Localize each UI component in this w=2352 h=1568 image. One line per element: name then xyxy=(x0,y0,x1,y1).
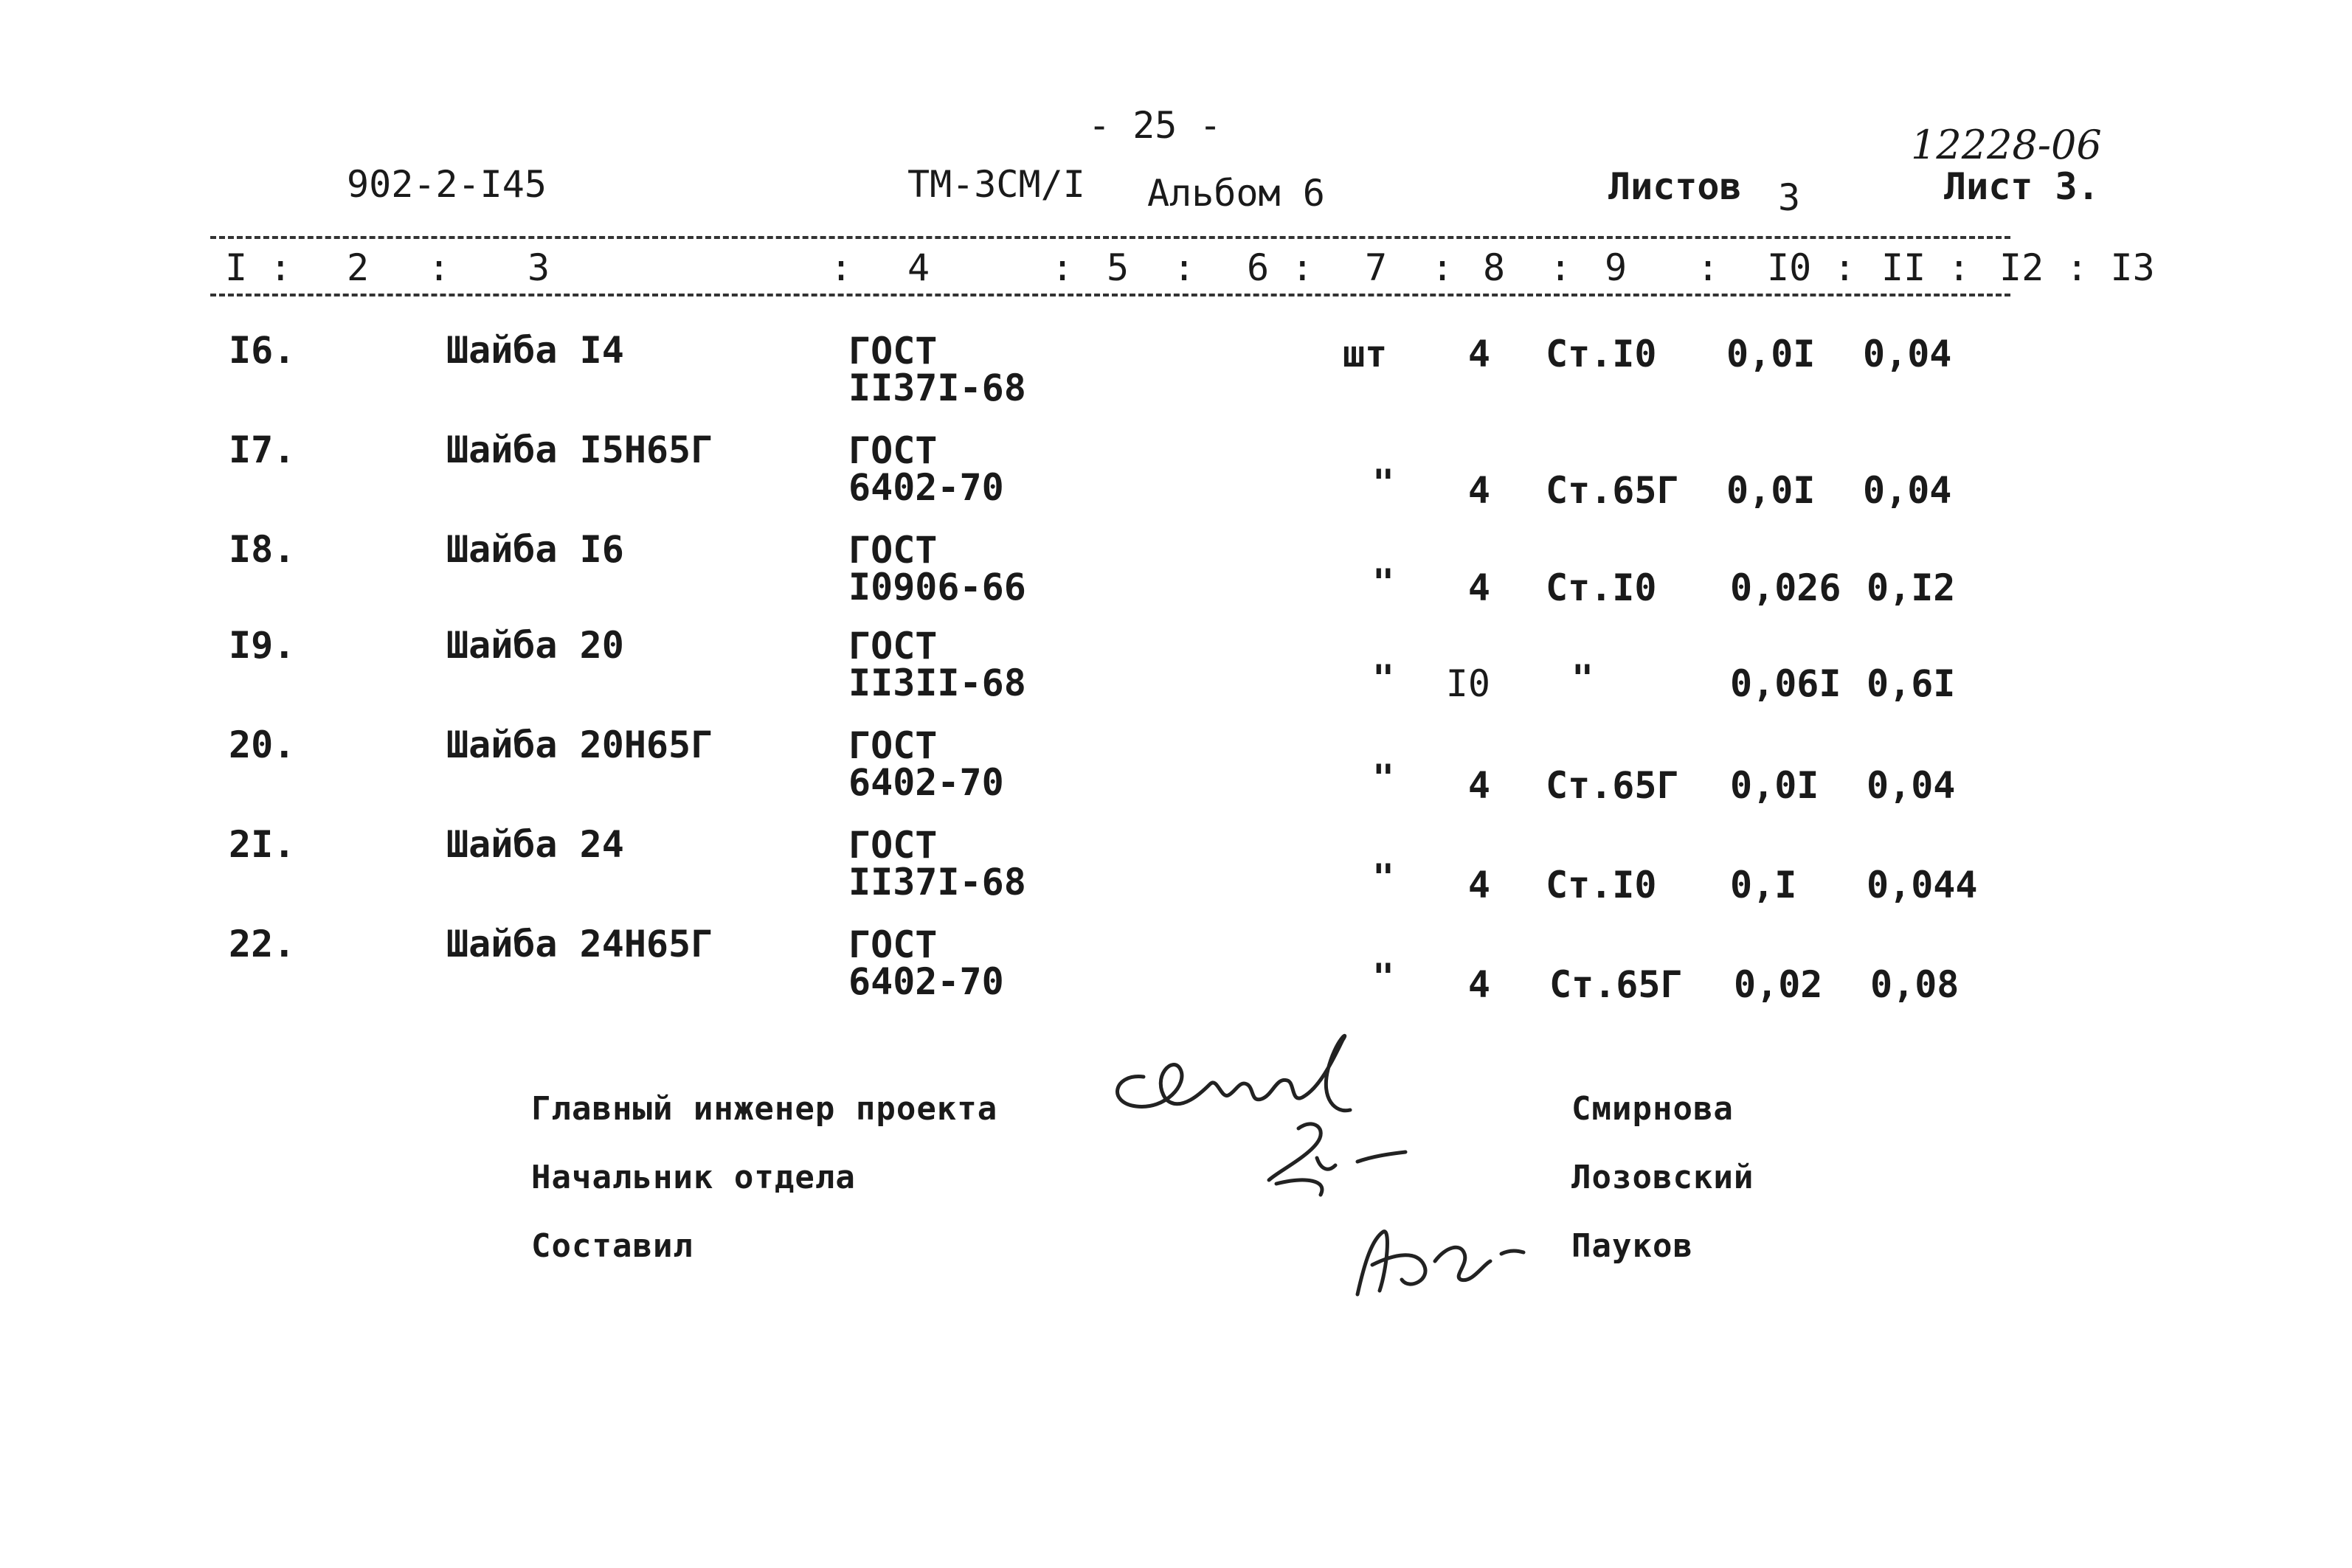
unit: шт xyxy=(1343,333,1388,375)
material: Ст.I0 xyxy=(1546,566,1657,609)
gost-number: 6402-70 xyxy=(848,466,1004,509)
unit-mass: 0,0I xyxy=(1726,333,1816,375)
item-name: Шайба 24 xyxy=(446,823,624,866)
column-header: 8 xyxy=(1483,246,1506,289)
handwritten-signature-3 xyxy=(1343,1210,1535,1313)
quantity: 4 xyxy=(1467,469,1490,512)
unit: " xyxy=(1372,856,1395,899)
gost-label: ГОСТ xyxy=(848,529,938,572)
gost-label: ГОСТ xyxy=(848,923,938,966)
column-header: I : xyxy=(225,246,292,289)
column-header: I2 : I3 xyxy=(1999,246,2155,289)
sheets-label: Листов xyxy=(1608,165,1742,208)
signature-name: Пауков xyxy=(1571,1227,1693,1265)
gost-label: ГОСТ xyxy=(848,429,938,472)
column-header: 7 xyxy=(1365,246,1388,289)
inventory-number: 12228-06 xyxy=(1911,122,2102,168)
row-number: I9. xyxy=(229,624,296,667)
gost-number: I0906-66 xyxy=(848,566,1026,608)
column-header: 4 xyxy=(907,246,930,289)
handwritten-signature-2 xyxy=(1247,1114,1439,1210)
item-name: Шайба 20 xyxy=(446,624,624,667)
gost-label: ГОСТ xyxy=(848,625,938,667)
column-header: 5 xyxy=(1107,246,1130,289)
row-number: I7. xyxy=(229,429,296,471)
material: Ст.I0 xyxy=(1546,864,1657,906)
sheets-count: 3 xyxy=(1778,176,1801,219)
column-header: : xyxy=(1051,246,1074,289)
signature-title: Составил xyxy=(531,1227,694,1265)
quantity: 4 xyxy=(1467,864,1490,906)
total-mass: 0,I2 xyxy=(1867,566,1956,609)
column-header: 9 xyxy=(1605,246,1628,289)
material: Ст.65Г xyxy=(1546,764,1679,807)
gost-label: ГОСТ xyxy=(848,724,938,767)
item-name: Шайба I5Н65Г xyxy=(446,429,713,471)
material: Ст.65Г xyxy=(1546,469,1679,512)
gost-number: 6402-70 xyxy=(848,761,1004,804)
unit-mass: 0,06I xyxy=(1730,662,1841,705)
gost-number: II37I-68 xyxy=(848,861,1026,903)
doc-mark: ТМ-ЗСМ/I xyxy=(907,163,1085,206)
column-header: II : xyxy=(1881,246,1971,289)
unit-mass: 0,02 xyxy=(1734,963,1823,1006)
header-bottom-rule xyxy=(210,294,2010,296)
album-label: Альбом 6 xyxy=(1147,172,1325,215)
signature-title: Начальник отдела xyxy=(531,1159,856,1196)
gost-label: ГОСТ xyxy=(848,824,938,867)
total-mass: 0,08 xyxy=(1870,963,1960,1006)
quantity: I0 xyxy=(1445,662,1490,705)
quantity: 4 xyxy=(1467,963,1490,1006)
unit: " xyxy=(1372,462,1395,504)
column-header: : xyxy=(1697,246,1720,289)
column-header: : xyxy=(428,246,451,289)
column-header: 3 xyxy=(528,246,550,289)
unit-mass: 0,026 xyxy=(1730,566,1841,609)
gost-number: II3II-68 xyxy=(848,662,1026,704)
column-header: 2 xyxy=(347,246,370,289)
signature-title: Главный инженер проекта xyxy=(531,1090,998,1128)
gost-label: ГОСТ xyxy=(848,330,938,372)
column-header: I0 : xyxy=(1767,246,1856,289)
gost-number: 6402-70 xyxy=(848,960,1004,1003)
unit-mass: 0,0I xyxy=(1726,469,1816,512)
unit: " xyxy=(1372,657,1395,700)
page-number: - 25 - xyxy=(1088,104,1222,147)
row-number: 2I. xyxy=(229,823,296,866)
quantity: 4 xyxy=(1467,764,1490,807)
material: " xyxy=(1571,657,1594,700)
material: Ст.I0 xyxy=(1546,333,1657,375)
column-header: : xyxy=(1549,246,1572,289)
column-header: : xyxy=(1173,246,1196,289)
row-number: 22. xyxy=(229,923,296,965)
total-mass: 0,04 xyxy=(1863,333,1952,375)
quantity: 4 xyxy=(1467,566,1490,609)
signature-name: Смирнова xyxy=(1571,1090,1734,1128)
total-mass: 0,04 xyxy=(1867,764,1956,807)
item-name: Шайба 24Н65Г xyxy=(446,923,713,965)
item-name: Шайба I4 xyxy=(446,329,624,372)
header-top-rule xyxy=(210,236,2010,239)
gost-number: II37I-68 xyxy=(848,367,1026,409)
column-header: : xyxy=(1431,246,1454,289)
row-number: I8. xyxy=(229,528,296,571)
material: Ст.65Г xyxy=(1549,963,1683,1006)
column-header: 6 : xyxy=(1247,246,1314,289)
total-mass: 0,6I xyxy=(1867,662,1956,705)
total-mass: 0,044 xyxy=(1867,864,1978,906)
row-number: 20. xyxy=(229,724,296,766)
unit: " xyxy=(1372,757,1395,799)
unit: " xyxy=(1372,956,1395,999)
unit: " xyxy=(1372,561,1395,604)
quantity: 4 xyxy=(1467,333,1490,375)
column-header: : xyxy=(830,246,853,289)
row-number: I6. xyxy=(229,329,296,372)
doc-code: 902-2-I45 xyxy=(347,163,547,206)
signature-name: Лозовский xyxy=(1571,1159,1754,1196)
sheet-label: Лист 3. xyxy=(1944,165,2100,208)
unit-mass: 0,0I xyxy=(1730,764,1819,807)
item-name: Шайба 20Н65Г xyxy=(446,724,713,766)
total-mass: 0,04 xyxy=(1863,469,1952,512)
unit-mass: 0,I xyxy=(1730,864,1797,906)
item-name: Шайба I6 xyxy=(446,528,624,571)
